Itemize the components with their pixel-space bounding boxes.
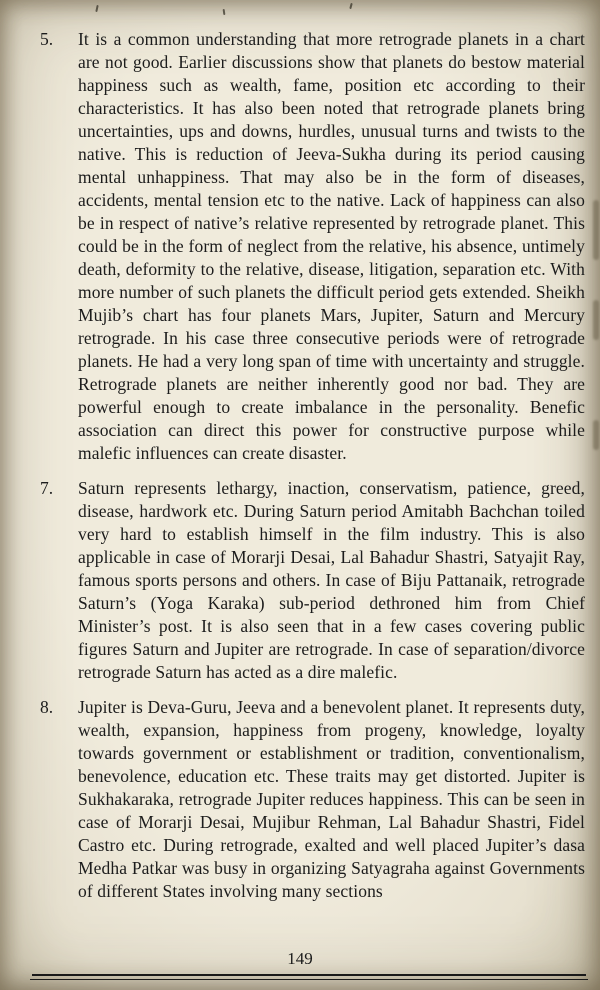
numbered-paragraph-7	[40, 477, 585, 684]
item-number: 8.	[40, 697, 54, 717]
paragraph-text: It is a common understanding that more retrograde planets in a chart are not good. Earlier discussions show that planets do bestow material happiness such as wealth, fame, position etc according to their characteristics. It has also been noted that retrograde planets bring uncertainties, ups and downs, hurdles, unusual turns and twists to the native. This is reduction of Jeeva-Sukha during its period causing mental unhappiness. That may also be in the form of diseases, accidents, mental tension etc to the native. Lack of happiness can also be in respect of native’s relative represented by retrograde planet. This could be in the form of neglect from the relative, his absence, untimely death, deformity to the relative, disease, litigation, separation etc. With more number of such planets the difficult period gets extended. Sheikh Mujib’s chart has four planets Mars, Jupiter, Saturn and Mercury retrograde. In his case three consecutive periods were of retrograde planets. He had a very long span of time with uncertainty and struggle. Retrograde planets are neither inherently good nor bad. They are powerful enough to create imbalance in the personality. Benefic association can direct this power for constructive purpose while malefic influences can create disaster.	[78, 29, 585, 463]
scan-smudge	[593, 300, 599, 340]
scan-speck	[223, 9, 226, 15]
footer-rule-bottom	[30, 979, 588, 981]
numbered-paragraph-5	[40, 28, 585, 465]
scan-speck	[349, 3, 352, 9]
page-footer	[0, 949, 600, 981]
page-content	[40, 28, 585, 915]
scan-smudge	[593, 420, 599, 450]
scan-smudge	[593, 200, 599, 260]
paragraph-text: Saturn represents lethargy, inaction, conservatism, patience, greed, disease, hardwork etc. During Saturn period Amitabh Bachchan toiled very hard to establish himself in the film industry. This is also applicable in case of Morarji Desai, Lal Bahadur Shastri, Satyajit Ray, famous sports persons and others. In case of Biju Pattanaik, retrograde Saturn’s (Yoga Karaka) sub-period dethroned him from Chief Minister’s post. It is also seen that in a few cases covering public figures Saturn and Jupiter are retrograde. In case of separation/divorce retrograde Saturn has acted as a dire malefic.	[78, 478, 585, 682]
page-number: 149	[287, 948, 313, 968]
numbered-paragraph-8	[40, 696, 585, 903]
item-number: 5.	[40, 29, 54, 49]
paragraph-text: Jupiter is Deva-Guru, Jeeva and a benevolent planet. It represents duty, wealth, expansion, happiness from progeny, knowledge, loyalty towards government or establishment or tradition, conventionalism, benevolence, education etc. These traits may get distorted. Jupiter is Sukhakaraka, retrograde Jupiter reduces happiness. This can be seen in case of Morarji Desai, Mujibur Rehman, Lal Bahadur Shastri, Fidel Castro etc. During retrograde, exalted and well placed Jupiter’s dasa Medha Patkar was busy in organizing Satyagraha against Governments of different States involving many sections	[78, 697, 585, 901]
footer-rule-top	[32, 974, 586, 976]
item-number: 7.	[40, 478, 54, 498]
scan-speck	[95, 5, 98, 12]
